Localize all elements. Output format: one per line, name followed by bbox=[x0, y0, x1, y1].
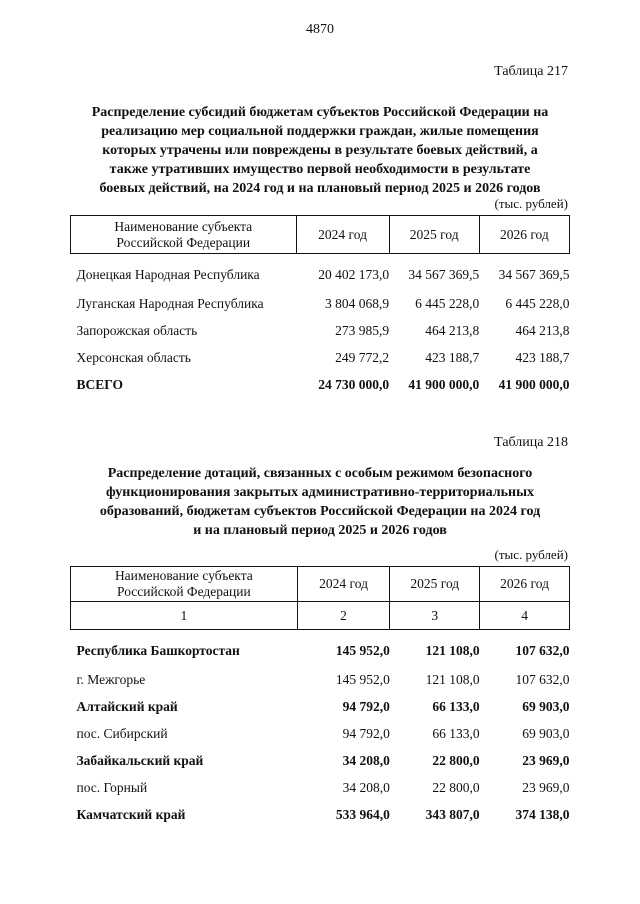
row-value-2025: 66 133,0 bbox=[432, 725, 480, 741]
row-value-2025: 66 133,0 bbox=[432, 698, 480, 714]
title-line: которых утрачены или повреждены в результате боевых действий, а bbox=[102, 143, 538, 158]
row-value-2026: 374 138,0 bbox=[515, 806, 570, 822]
header-2026: 2026 год bbox=[479, 216, 569, 254]
header-2024: 2024 год bbox=[297, 567, 390, 602]
row-value-2024: 273 985,9 bbox=[335, 322, 390, 338]
header-2026: 2026 год bbox=[480, 567, 570, 602]
row-value-2024: 145 952,0 bbox=[335, 671, 390, 687]
row-value-2025: 121 108,0 bbox=[425, 643, 480, 658]
column-number: 1 bbox=[71, 602, 298, 630]
column-number-row bbox=[71, 602, 570, 630]
header-subject-name bbox=[71, 216, 297, 254]
row-value-2026: 69 903,0 bbox=[522, 698, 570, 714]
row-subject-name: пос. Горный bbox=[76, 779, 148, 795]
header-name-line: Российской Федерации bbox=[117, 584, 251, 599]
row-value-2024: 24 730 000,0 bbox=[318, 376, 390, 392]
column-number: 4 bbox=[480, 602, 570, 630]
table-row bbox=[71, 720, 570, 747]
table-217-title bbox=[70, 103, 570, 198]
row-value-2026: 23 969,0 bbox=[522, 752, 570, 768]
table-218-caption: Таблица 218 bbox=[494, 435, 568, 450]
table-header-row bbox=[71, 216, 570, 254]
row-value-2025: 464 213,8 bbox=[425, 322, 480, 338]
table-row bbox=[71, 290, 570, 317]
row-value-2026: 107 632,0 bbox=[515, 643, 570, 658]
title-line: и на плановый период 2025 и 2026 годов bbox=[193, 523, 447, 538]
row-value-2025: 121 108,0 bbox=[425, 671, 480, 687]
row-subject-name: г. Межгорье bbox=[76, 671, 146, 687]
title-line: Распределение субсидий бюджетам субъектов Российской Федерации на bbox=[91, 105, 549, 120]
row-value-2026: 6 445 228,0 bbox=[505, 295, 570, 311]
table-row bbox=[71, 747, 570, 774]
row-value-2026: 69 903,0 bbox=[522, 725, 570, 741]
header-2024: 2024 год bbox=[296, 216, 389, 254]
row-value-2026: 23 969,0 bbox=[522, 779, 570, 795]
row-subject-name: Камчатский край bbox=[76, 806, 186, 822]
table-row bbox=[71, 317, 570, 344]
row-subject-name: Запорожская область bbox=[76, 322, 198, 338]
row-value-2025: 22 800,0 bbox=[432, 752, 480, 768]
page-number: 4870 bbox=[306, 22, 334, 37]
row-value-2026: 107 632,0 bbox=[515, 671, 570, 687]
row-value-2024: 145 952,0 bbox=[335, 643, 390, 658]
row-subject-name: пос. Сибирский bbox=[76, 725, 168, 741]
row-value-2024: 94 792,0 bbox=[342, 698, 390, 714]
row-subject-name: Донецкая Народная Республика bbox=[76, 267, 260, 282]
row-subject-name: ВСЕГО bbox=[76, 376, 124, 392]
row-subject-name: Забайкальский край bbox=[76, 752, 204, 768]
title-line: также утративших имущество первой необходимости в результате bbox=[109, 162, 531, 177]
title-line: боевых действий, на 2024 год и на плановый период 2025 и 2026 годов bbox=[99, 181, 541, 196]
table-217 bbox=[70, 215, 570, 398]
row-value-2025: 41 900 000,0 bbox=[408, 376, 480, 392]
row-value-2025: 34 567 369,5 bbox=[408, 267, 480, 282]
table-217-units: (тыс. рублей) bbox=[494, 196, 568, 211]
header-2025: 2025 год bbox=[390, 567, 480, 602]
table-row bbox=[71, 801, 570, 828]
row-subject-name: Херсонская область bbox=[76, 349, 191, 365]
title-line: образований, бюджетам субъектов Российской Федерации на 2024 год bbox=[99, 504, 541, 519]
row-value-2025: 343 807,0 bbox=[425, 806, 480, 822]
table-217-caption: Таблица 217 bbox=[494, 64, 568, 79]
row-value-2024: 34 208,0 bbox=[342, 752, 390, 768]
row-subject-name: Луганская Народная Республика bbox=[76, 295, 264, 311]
column-number: 2 bbox=[297, 602, 390, 630]
row-value-2026: 464 213,8 bbox=[515, 322, 570, 338]
table-218-title bbox=[70, 464, 570, 540]
row-value-2024: 34 208,0 bbox=[342, 779, 390, 795]
table-row bbox=[71, 693, 570, 720]
row-value-2024: 249 772,2 bbox=[335, 349, 390, 365]
table-row bbox=[71, 254, 570, 291]
table-row bbox=[71, 630, 570, 667]
title-line: реализацию мер социальной поддержки граждан, жилые помещения bbox=[101, 124, 539, 139]
table-total-row bbox=[71, 371, 570, 398]
row-value-2026: 34 567 369,5 bbox=[498, 267, 570, 282]
header-name-line: Наименование субъекта bbox=[114, 218, 253, 234]
header-2025: 2025 год bbox=[389, 216, 479, 254]
row-value-2024: 94 792,0 bbox=[342, 725, 390, 741]
row-value-2026: 41 900 000,0 bbox=[498, 376, 570, 392]
table-header-row bbox=[71, 567, 570, 602]
row-value-2024: 20 402 173,0 bbox=[318, 267, 390, 282]
header-name-line: Российской Федерации bbox=[116, 234, 251, 250]
row-value-2025: 423 188,7 bbox=[425, 349, 480, 365]
table-row bbox=[71, 344, 570, 371]
row-value-2025: 22 800,0 bbox=[432, 779, 480, 795]
row-value-2024: 533 964,0 bbox=[335, 806, 390, 822]
title-line: функционирования закрытых административно-территориальных bbox=[105, 485, 535, 500]
row-value-2024: 3 804 068,9 bbox=[324, 295, 390, 311]
table-218-units: (тыс. рублей) bbox=[494, 547, 568, 562]
title-line: Распределение дотаций, связанных с особым режимом безопасного bbox=[107, 466, 533, 481]
table-row bbox=[71, 774, 570, 801]
table-row bbox=[71, 666, 570, 693]
row-value-2026: 423 188,7 bbox=[515, 349, 570, 365]
column-number: 3 bbox=[390, 602, 480, 630]
table-218 bbox=[70, 566, 570, 828]
header-subject-name bbox=[71, 567, 298, 602]
header-name-line: Наименование субъекта bbox=[114, 568, 253, 583]
row-value-2025: 6 445 228,0 bbox=[415, 295, 480, 311]
row-subject-name: Республика Башкортостан bbox=[76, 643, 240, 658]
row-subject-name: Алтайский край bbox=[76, 698, 178, 714]
